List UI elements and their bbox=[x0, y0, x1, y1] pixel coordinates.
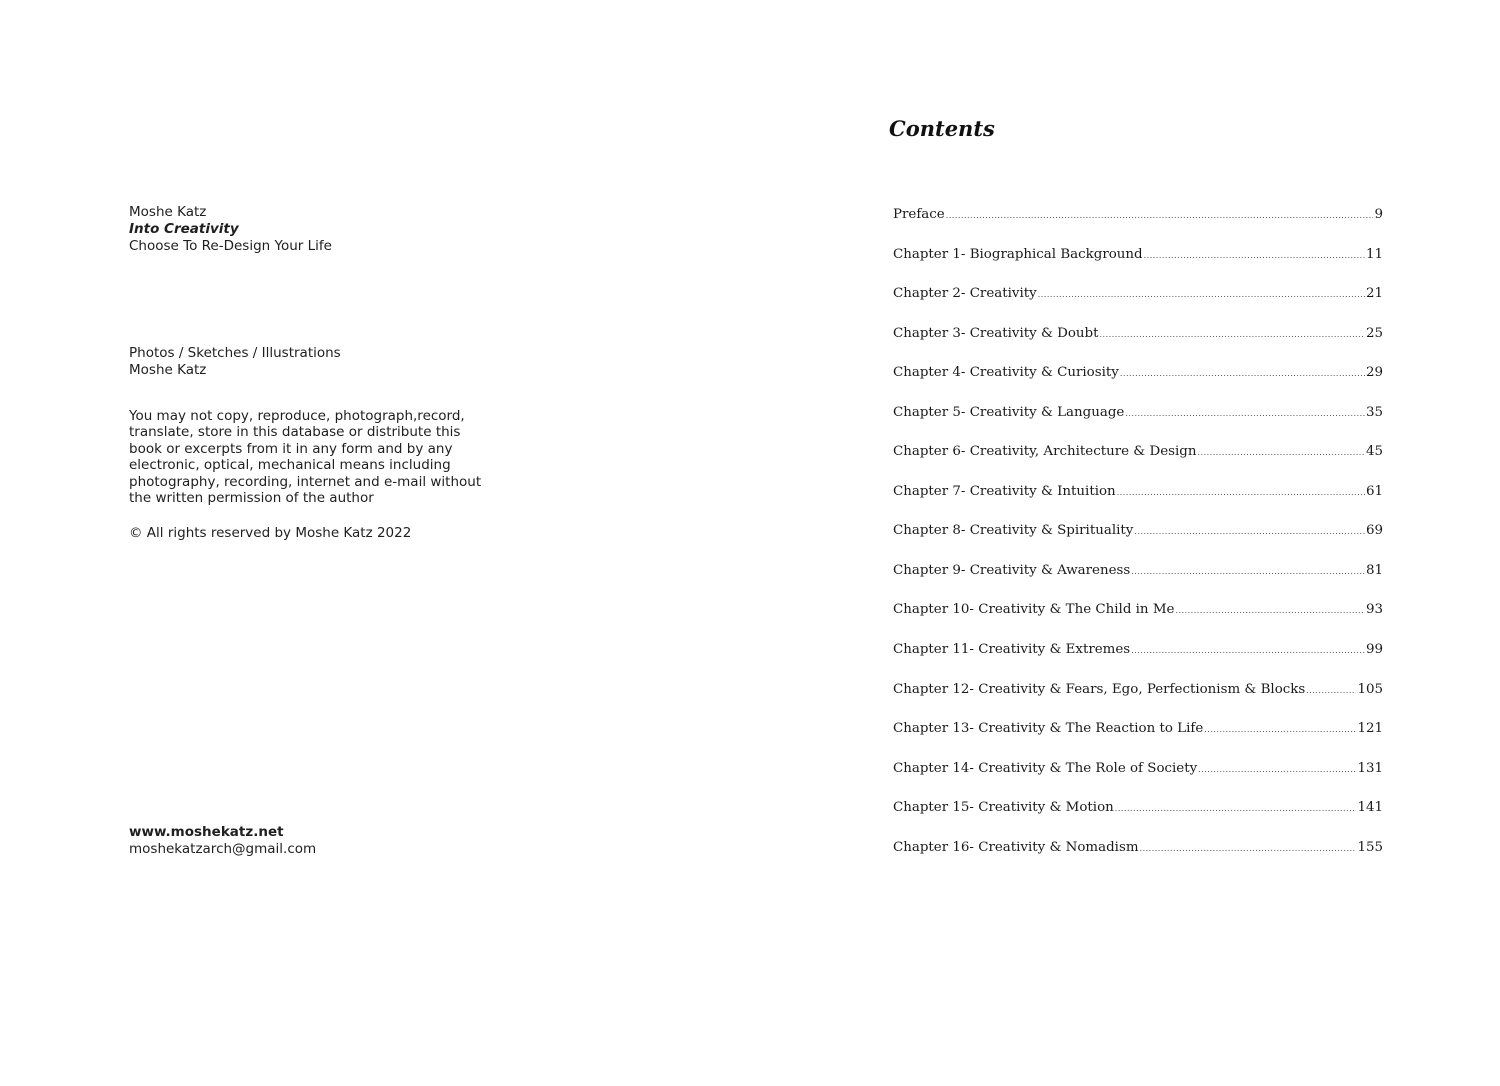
toc-entry-page-number: 21 bbox=[1365, 286, 1383, 302]
book-subtitle: Choose To Re-Design Your Life bbox=[129, 238, 332, 254]
toc-entry-page-number: 11 bbox=[1365, 246, 1383, 262]
toc-entry[interactable] bbox=[893, 602, 1383, 642]
toc-dot-leader bbox=[1131, 567, 1365, 576]
toc-entry-page-number: 9 bbox=[1374, 207, 1383, 222]
toc-entry[interactable] bbox=[893, 365, 1383, 405]
illustration-credits bbox=[129, 345, 341, 379]
toc-dot-leader bbox=[1198, 448, 1365, 457]
toc-entry[interactable] bbox=[893, 682, 1383, 722]
toc-entry[interactable] bbox=[893, 721, 1383, 761]
toc-dot-leader bbox=[1117, 488, 1365, 497]
toc-dot-leader bbox=[1131, 646, 1365, 655]
toc-entry-page-number: 29 bbox=[1365, 365, 1383, 381]
contents-title: Contents bbox=[889, 116, 995, 141]
toc-entry-page-number: 25 bbox=[1365, 325, 1383, 341]
toc-dot-leader bbox=[1144, 251, 1365, 260]
toc-entry[interactable] bbox=[893, 405, 1383, 445]
toc-entry[interactable] bbox=[893, 444, 1383, 484]
toc-dot-leader bbox=[1125, 409, 1365, 418]
toc-dot-leader bbox=[1100, 330, 1365, 339]
credits-label: Photos / Sketches / Illustrations bbox=[129, 345, 341, 361]
toc-entry[interactable] bbox=[893, 326, 1383, 366]
toc-entry-page-number: 121 bbox=[1357, 721, 1383, 737]
toc-entry-label: Chapter 8- Creativity & Spirituality bbox=[893, 523, 1134, 539]
copyright-statement bbox=[129, 525, 411, 542]
toc-entry-page-number: 93 bbox=[1365, 602, 1383, 618]
toc-entry-page-number: 69 bbox=[1365, 523, 1383, 539]
copyright-text: © All rights reserved by Moshe Katz 2022 bbox=[129, 525, 412, 541]
toc-entry-label: Chapter 7- Creativity & Intuition bbox=[893, 483, 1116, 499]
book-info bbox=[129, 204, 332, 255]
toc-entry-page-number: 155 bbox=[1357, 839, 1383, 855]
toc-entry[interactable] bbox=[893, 484, 1383, 524]
author-name: Moshe Katz bbox=[129, 204, 207, 220]
toc-entry[interactable] bbox=[893, 761, 1383, 801]
toc-dot-leader bbox=[1198, 765, 1356, 774]
toc-dot-leader bbox=[1038, 290, 1365, 299]
toc-entry-page-number: 35 bbox=[1365, 404, 1383, 420]
toc-dot-leader bbox=[1140, 844, 1357, 853]
toc-dot-leader bbox=[1115, 804, 1357, 813]
toc-entry-label: Chapter 5- Creativity & Language bbox=[893, 404, 1125, 420]
toc-dot-leader bbox=[1120, 369, 1365, 378]
toc-entry-label: Chapter 15- Creativity & Motion bbox=[893, 800, 1114, 816]
toc-entry-page-number: 81 bbox=[1365, 562, 1383, 578]
toc-entry-label: Chapter 4- Creativity & Curiosity bbox=[893, 365, 1119, 381]
toc-entry-label: Chapter 13- Creativity & The Reaction to Life bbox=[893, 721, 1204, 737]
toc-entry-page-number: 105 bbox=[1357, 681, 1383, 697]
toc-entry-label: Chapter 14- Creativity & The Role of Society bbox=[893, 760, 1198, 776]
toc-entry-page-number: 141 bbox=[1357, 800, 1383, 816]
rights-notice: You may not copy, reproduce, photograph,record, translate, store in this database or distribute this book or excerpts from it in any form and by any electronic, optical, mechanical means including photography, recording, internet and e-mail without the written permission of the author bbox=[129, 408, 482, 507]
contents-page bbox=[750, 0, 1500, 1086]
email-link[interactable]: moshekatzarch@gmail.com bbox=[129, 841, 317, 857]
toc-entry-label: Chapter 12- Creativity & Fears, Ego, Perfectionism & Blocks bbox=[893, 681, 1306, 697]
toc-entry-page-number: 45 bbox=[1365, 444, 1383, 460]
toc-entry-label: Chapter 1- Biographical Background bbox=[893, 246, 1143, 262]
toc-entry[interactable] bbox=[893, 563, 1383, 603]
toc-entry-label: Chapter 9- Creativity & Awareness bbox=[893, 562, 1131, 578]
toc-entry[interactable] bbox=[893, 286, 1383, 326]
toc-entry-label: Chapter 2- Creativity bbox=[893, 286, 1037, 302]
toc-dot-leader bbox=[946, 211, 1374, 220]
toc-entry-page-number: 61 bbox=[1365, 483, 1383, 499]
toc-entry[interactable] bbox=[893, 642, 1383, 682]
credits-name: Moshe Katz bbox=[129, 362, 207, 378]
toc-dot-leader bbox=[1175, 606, 1365, 615]
rights-notice-block bbox=[129, 408, 489, 506]
toc-entry-label: Chapter 6- Creativity, Architecture & Design bbox=[893, 444, 1197, 460]
book-title: Into Creativity bbox=[129, 221, 239, 237]
toc-entry[interactable] bbox=[893, 207, 1383, 247]
toc-dot-leader bbox=[1134, 527, 1365, 536]
toc-entry-label: Chapter 11- Creativity & Extremes bbox=[893, 642, 1131, 658]
toc-entry-label: Chapter 10- Creativity & The Child in Me bbox=[893, 602, 1175, 618]
toc-entry-label: Chapter 16- Creativity & Nomadism bbox=[893, 839, 1139, 855]
toc-entry-page-number: 131 bbox=[1357, 760, 1383, 776]
toc-entry[interactable] bbox=[893, 247, 1383, 287]
toc-dot-leader bbox=[1204, 725, 1356, 734]
website-link[interactable]: www.moshekatz.net bbox=[129, 824, 284, 840]
toc-entry[interactable] bbox=[893, 523, 1383, 563]
toc-dot-leader bbox=[1306, 686, 1356, 695]
toc-entry[interactable] bbox=[893, 840, 1383, 880]
contact-info bbox=[129, 824, 316, 858]
table-of-contents bbox=[893, 207, 1383, 879]
toc-entry-label: Preface bbox=[893, 207, 945, 222]
toc-entry-label: Chapter 3- Creativity & Doubt bbox=[893, 325, 1099, 341]
toc-entry-page-number: 99 bbox=[1365, 642, 1383, 658]
toc-entry[interactable] bbox=[893, 800, 1383, 840]
